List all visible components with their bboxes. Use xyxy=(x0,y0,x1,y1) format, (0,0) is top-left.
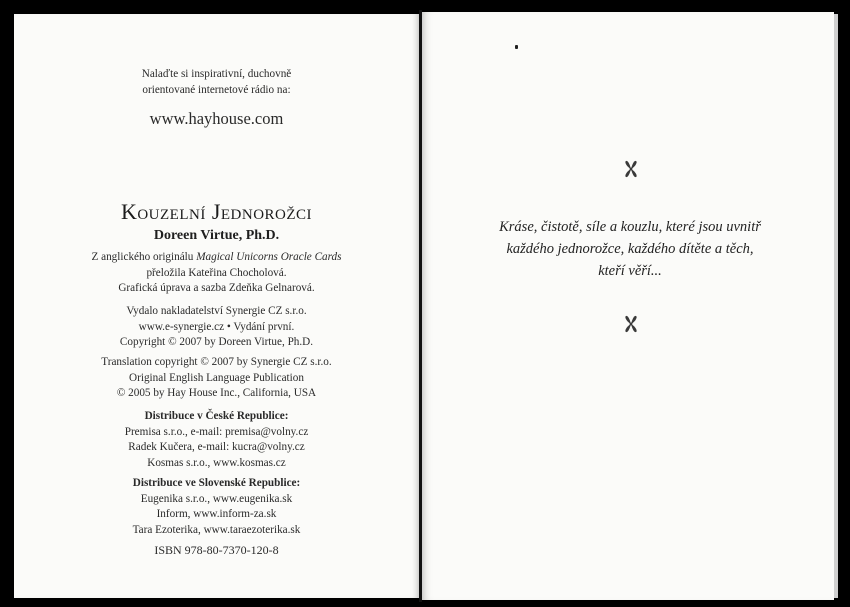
distribution-line: Radek Kučera, e-mail: kucra@volny.cz xyxy=(128,441,305,454)
publisher-line: Vydalo nakladatelství Synergie CZ s.r.o. xyxy=(126,305,307,317)
dedication-line: Kráse, čistotě, síle a kouzlu, které jsou uvnitř xyxy=(499,219,761,235)
translation-info xyxy=(14,250,419,297)
ink-speck xyxy=(515,45,518,49)
publisher-info xyxy=(14,304,419,351)
copyright-info xyxy=(14,355,419,402)
left-page xyxy=(14,14,419,598)
publisher-line: Copyright © 2007 by Doreen Virtue, Ph.D. xyxy=(119,336,314,349)
distribution-cz xyxy=(14,409,419,471)
distribution-line: Kosmas s.r.o., www.kosmas.cz xyxy=(147,456,286,469)
distribution-cz-heading: Distribuce v České Republice: xyxy=(144,410,289,422)
book-author: Doreen Virtue, Ph.D. xyxy=(153,228,280,243)
right-page xyxy=(422,12,834,600)
distribution-line: Tara Ezoterika, www.taraezoterika.sk xyxy=(132,523,301,536)
distribution-line: Inform, www.inform-za.sk xyxy=(156,508,277,521)
radio-url: www.hayhouse.com xyxy=(149,109,284,128)
page-edge xyxy=(834,14,838,598)
publisher-line: www.e-synergie.cz • Vydání první. xyxy=(138,320,295,333)
radio-line: orientované internetové rádio na: xyxy=(142,83,291,96)
dedication-line: kteří věří... xyxy=(598,263,662,279)
floral-ornament-icon xyxy=(621,314,641,334)
dedication-line: každého jednorožce, každého dítěte a těch, xyxy=(506,241,754,257)
isbn: ISBN 978-80-7370-120-8 xyxy=(154,543,279,557)
radio-promo xyxy=(14,67,419,98)
translation-line: Z anglického originálu Magical Unicorns Oracle Cards xyxy=(91,251,342,263)
distribution-line: Premisa s.r.o., e-mail: premisa@volny.cz xyxy=(124,425,309,438)
translation-line: přeložila Kateřina Chocholová. xyxy=(146,266,287,279)
radio-line: Nalaďte si inspirativní, duchovně xyxy=(141,68,292,80)
book-title: Kouzelní Jednorožci xyxy=(120,199,313,224)
copyright-line: Original English Language Publication xyxy=(129,371,304,384)
copyright-line: Translation copyright © 2007 by Synergie CZ s.r.o. xyxy=(101,356,332,368)
distribution-line: Eugenika s.r.o., www.eugenika.sk xyxy=(140,492,293,505)
original-title: Magical Unicorns Oracle Cards xyxy=(196,251,342,263)
copyright-line: © 2005 by Hay House Inc., California, USA xyxy=(116,387,317,400)
dedication xyxy=(440,216,820,282)
translation-line: Grafická úprava a sazba Zdeňka Gelnarová. xyxy=(118,282,315,295)
distribution-sk-heading: Distribuce ve Slovenské Republice: xyxy=(132,477,301,489)
distribution-sk xyxy=(14,476,419,538)
floral-ornament-icon xyxy=(621,159,641,179)
